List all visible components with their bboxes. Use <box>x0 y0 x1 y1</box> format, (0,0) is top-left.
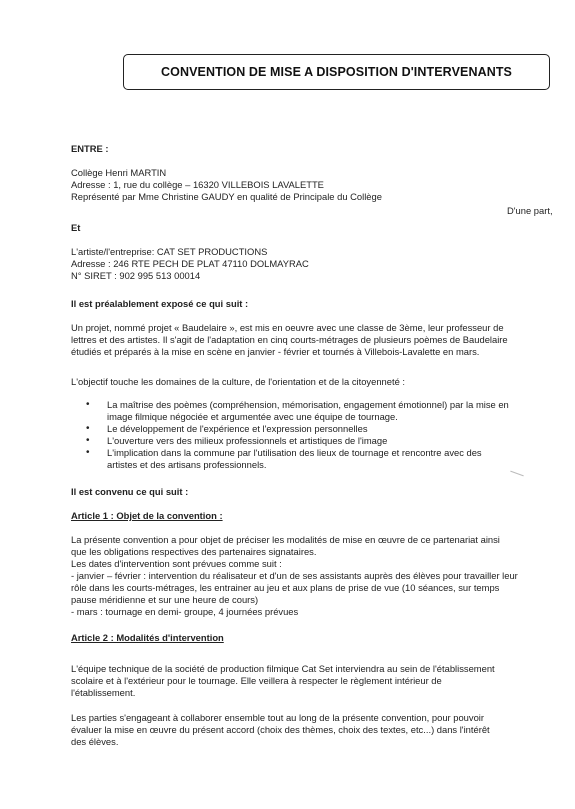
list-item-line: image filmique négociée et argumentée avec une équipe de tournage. <box>107 411 398 422</box>
et-label: Et <box>71 222 81 233</box>
article2-heading: Article 2 : Modalités d'intervention <box>71 632 224 643</box>
article1-line: Les dates d'intervention sont prévues comme suit : <box>71 558 282 569</box>
document-title: CONVENTION DE MISE A DISPOSITION D'INTERVENANTS <box>161 65 512 79</box>
preamble-heading: Il est préalablement exposé ce qui suit : <box>71 298 249 309</box>
entre-label: ENTRE : <box>71 143 109 154</box>
project-line: étudiés et préparés à la mise en scène en janvier - février et tournés à Villebois-Lavalette en mars. <box>71 346 480 357</box>
list-item <box>107 399 567 423</box>
college-name: Collège Henri MARTIN <box>71 167 167 178</box>
title-box <box>123 54 550 90</box>
list-item-line: • L'implication dans la commune par l'utilisation des lieux de tournage et rencontre avec des <box>107 447 482 458</box>
article2-paragraph-1 <box>71 663 567 699</box>
artist-name: L'artiste/l'entreprise: CAT SET PRODUCTIONS <box>71 246 268 257</box>
article1-line: La présente convention a pour objet de préciser les modalités de mise en œuvre de ce partenariat ainsi <box>71 534 500 545</box>
article1-line: rôle dans les courts-métrages, les entrainer au jeu et aux plans de prise de vue (10 séances, sur temps <box>71 582 500 593</box>
list-item <box>107 423 567 435</box>
college-address: Adresse : 1, rue du collège – 16320 VILLEBOIS LAVALETTE <box>71 179 324 190</box>
article2-line: l'établissement. <box>71 687 136 698</box>
agreed-heading: Il est convenu ce qui suit : <box>71 486 189 497</box>
article1-heading: Article 1 : Objet de la convention : <box>71 510 223 521</box>
project-line: lettres et des artistes. Il s'agit de l'adaptation en cinq courts-métrages de plusieurs poèmes de Baudelaire <box>71 334 508 345</box>
objective-text: L'objectif touche les domaines de la culture, de l'orientation et de la citoyenneté : <box>71 376 405 387</box>
article2-line: Les parties s'engageant à collaborer ensemble tout au long de la présente convention, pour pouvoir <box>71 712 485 723</box>
dune-part: D'une part, <box>507 205 553 216</box>
article2-line: des élèves. <box>71 736 119 747</box>
college-representative: Représenté par Mme Christine GAUDY en qualité de Principale du Collège <box>71 191 382 202</box>
project-line: Un projet, nommé projet « Baudelaire », est mis en oeuvre avec une classe de 3ème, leur professeur de <box>71 322 504 333</box>
artist-address: Adresse : 246 RTE PECH DE PLAT 47110 DOLMAYRAC <box>71 258 309 269</box>
article1-line: pause méridienne et sur une heure de cours) <box>71 594 259 605</box>
objectives-list <box>70 399 567 471</box>
list-item-line: artistes et des artisans professionnels. <box>107 459 267 470</box>
list-item-line: • Le développement de l'expérience et l'expression personnelles <box>107 423 368 434</box>
list-item <box>107 447 567 471</box>
article2-line: scolaire et à l'extérieur pour le tournage. Elle veillera à respecter le règlement intérieur de <box>71 675 442 686</box>
list-item <box>107 435 567 447</box>
list-item-line: • L'ouverture vers des milieux professionnels et artistiques de l'image <box>107 435 388 446</box>
artist-siret: N° SIRET : 902 995 513 00014 <box>71 270 201 281</box>
article1-line: - janvier – février : intervention du réalisateur et d'un de ses assistants auprès des élèves pour travailler leur <box>71 570 518 581</box>
article1-line: que les obligations respectives des partenaires signataires. <box>71 546 317 557</box>
article1-line: - mars : tournage en demi- groupe, 4 journées prévues <box>71 606 299 617</box>
article2-line: évaluer la mise en œuvre du présent accord (choix des thèmes, choix des textes, etc...) dans l'intérêt <box>71 724 490 735</box>
project-paragraph <box>71 322 567 358</box>
article2-paragraph-2 <box>71 712 567 748</box>
list-item-line: • La maîtrise des poèmes (compréhension, mémorisation, engagement émotionnel) par la mise en <box>107 399 509 410</box>
article1-body <box>71 534 567 618</box>
stray-mark <box>510 471 523 477</box>
article2-line: L'équipe technique de la société de production filmique Cat Set interviendra au sein de l'établissement <box>71 663 495 674</box>
